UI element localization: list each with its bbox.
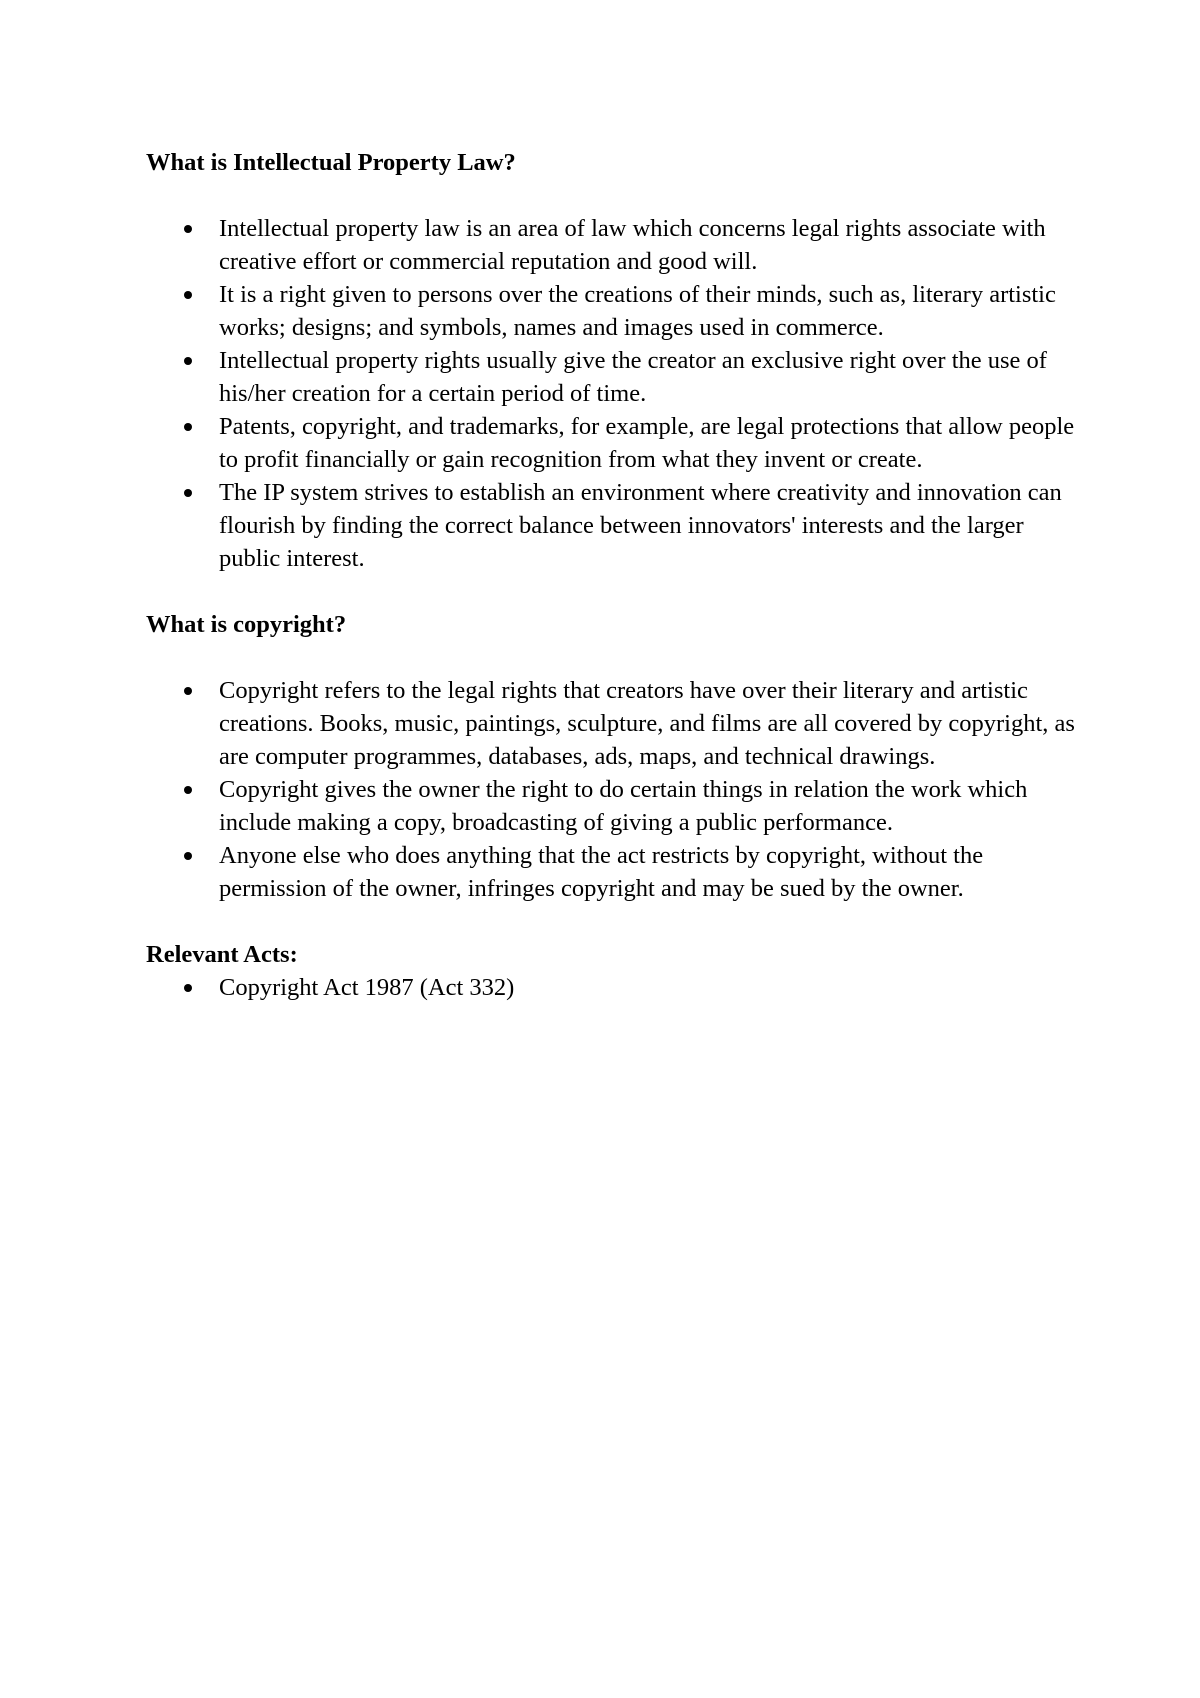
- bullet-icon: [184, 852, 192, 860]
- list-item-text: Anyone else who does anything that the act restricts by copyright, without the permission of the owner, infringes copyright and may be sued by the owner.: [219, 842, 984, 902]
- list-item: [146, 410, 1076, 476]
- bullet-list-copyright: [146, 674, 1076, 905]
- bullet-icon: [184, 291, 192, 299]
- section-heading-copyright: What is copyright?: [146, 611, 347, 638]
- bullet-list-relevant-acts: [146, 971, 1076, 1004]
- list-item: [146, 476, 1076, 575]
- list-item: [146, 212, 1076, 278]
- list-item: [146, 344, 1076, 410]
- bullet-list-ip-law: [146, 212, 1076, 575]
- document-content: [146, 146, 1076, 1004]
- list-item: [146, 674, 1076, 773]
- section-heading-relevant-acts: Relevant Acts:: [146, 941, 298, 968]
- list-item-text: Copyright gives the owner the right to do certain things in relation the work which include making a copy, broadcasting of giving a public performance.: [219, 776, 1028, 836]
- section-heading-ip-law: What is Intellectual Property Law?: [146, 149, 516, 176]
- list-item: [146, 773, 1076, 839]
- list-item: [146, 971, 1076, 1004]
- bullet-icon: [184, 984, 192, 992]
- list-item-text: Copyright refers to the legal rights that creators have over their literary and artistic creations. Books, music, paintings, sculpture, and films are all covered by copyright, as are computer programmes, databases, ads, maps, and technical drawings.: [219, 677, 1075, 770]
- bullet-icon: [184, 225, 192, 233]
- bullet-icon: [184, 423, 192, 431]
- list-item-text: Intellectual property law is an area of law which concerns legal rights associate with creative effort or commercial reputation and good will.: [219, 215, 1046, 275]
- list-item-text: Copyright Act 1987 (Act 332): [219, 974, 515, 1001]
- list-item: [146, 839, 1076, 905]
- list-item-text: Patents, copyright, and trademarks, for example, are legal protections that allow people to profit financially or gain recognition from what they invent or create.: [219, 413, 1075, 473]
- list-item-text: It is a right given to persons over the creations of their minds, such as, literary artistic works; designs; and symbols, names and images used in commerce.: [219, 281, 1056, 341]
- bullet-icon: [184, 786, 192, 794]
- list-item-text: Intellectual property rights usually give the creator an exclusive right over the use of his/her creation for a certain period of time.: [219, 347, 1047, 407]
- list-item: [146, 278, 1076, 344]
- bullet-icon: [184, 489, 192, 497]
- list-item-text: The IP system strives to establish an environment where creativity and innovation can flourish by finding the correct balance between innovators' interests and the larger public interest.: [219, 479, 1062, 572]
- bullet-icon: [184, 687, 192, 695]
- bullet-icon: [184, 357, 192, 365]
